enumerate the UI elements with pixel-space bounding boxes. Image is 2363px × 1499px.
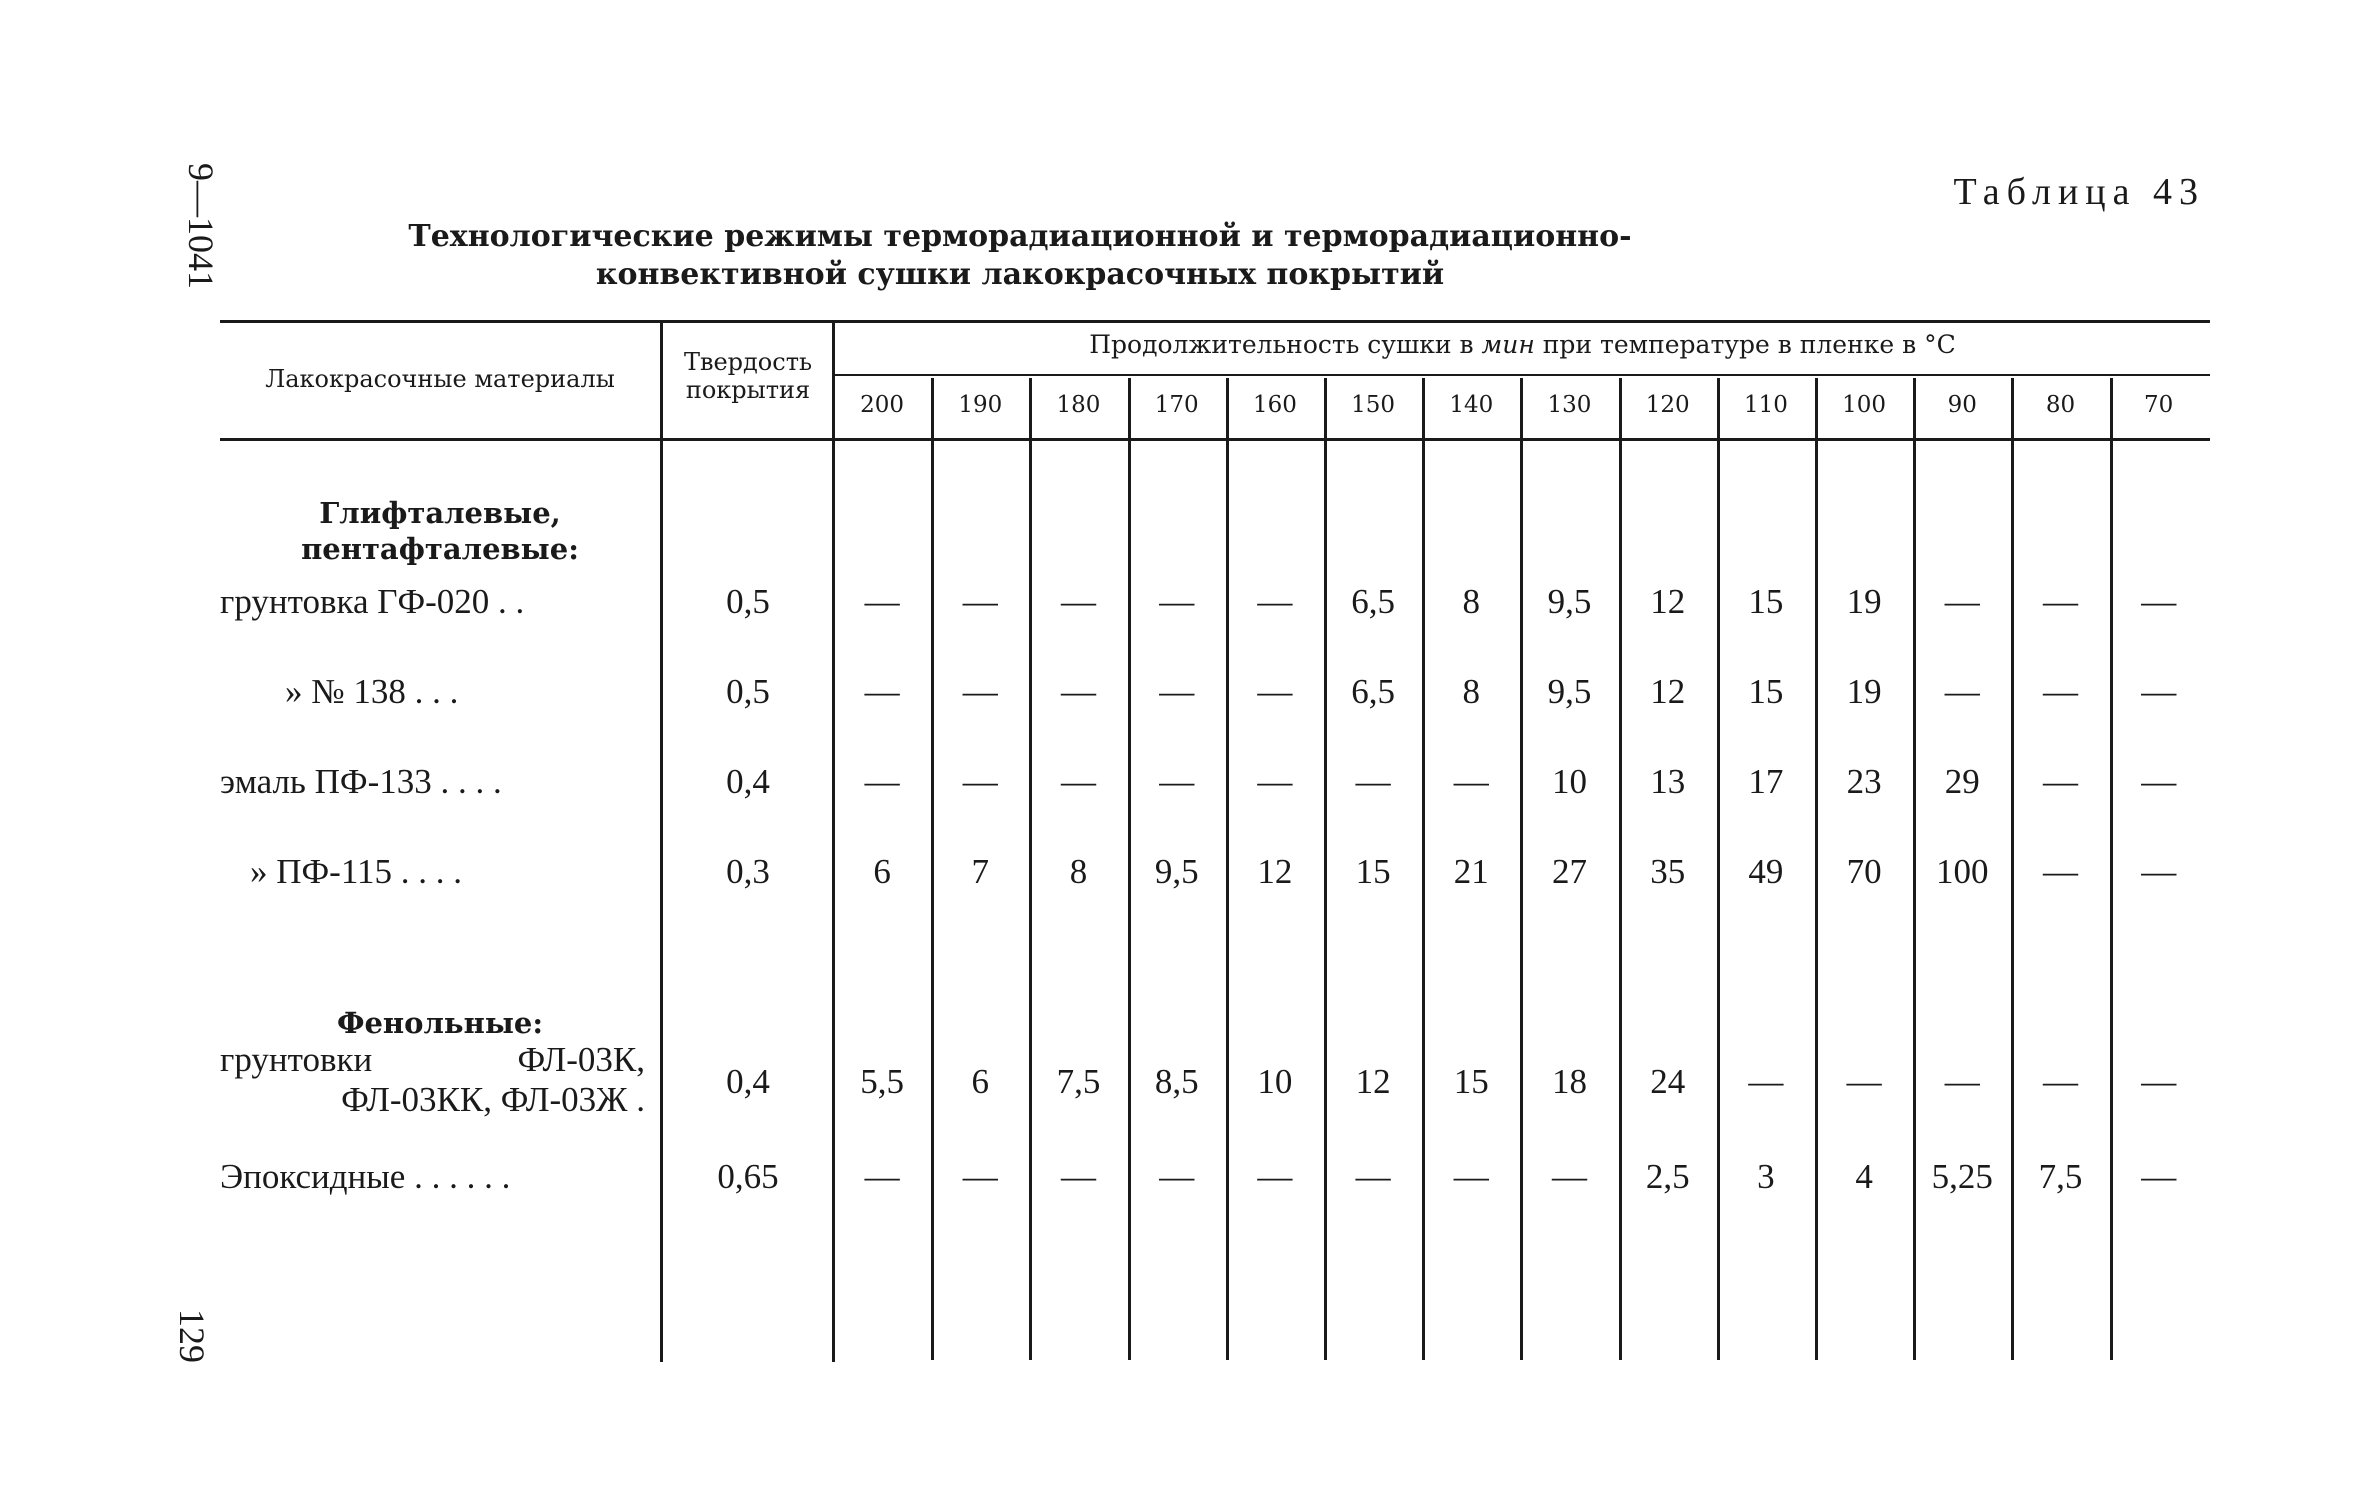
temperature-header: 160 [1252,392,1297,418]
table-title [220,218,1820,294]
duration-cell: 9,5 [1547,582,1592,621]
top-rule [220,320,2210,323]
duration-cell: 7,5 [2038,1157,2083,1196]
duration-cell: — [2141,1157,2177,1196]
duration-cell: 6,5 [1351,672,1395,711]
temperature-header: 70 [2144,392,2174,418]
duration-cell: — [1060,672,1096,711]
col-rule-material [660,322,663,1362]
duration-cell: 18 [1551,1062,1587,1101]
group-label-phenolic: Фенольные: [336,1006,544,1040]
title-line-2: конвективной сушки лакокрасочных покрытий [595,257,1445,292]
hardness-value: 0,5 [726,672,770,711]
material-name [220,1040,645,1120]
material-name: эмаль ПФ-133 . . . . [220,762,502,801]
duration-cell: 12 [1257,852,1293,891]
header-duration [835,330,2210,359]
duration-cell: — [864,582,900,621]
duration-cell: — [2141,762,2177,801]
duration-cell: 5,25 [1931,1157,1993,1196]
header-materials: Лакокрасочные материалы [265,365,615,393]
duration-cell: 6 [971,1062,990,1101]
duration-cell: — [2141,672,2177,711]
duration-cell: — [1944,672,1980,711]
duration-cell: 9,5 [1547,672,1592,711]
duration-cell: — [2141,582,2177,621]
temperature-header: 130 [1547,392,1592,418]
material-name: » № 138 . . . [285,672,459,711]
material-name: грунтовка ГФ-020 . . [220,582,525,621]
col-rule-hardness [832,322,835,1362]
duration-cell: 29 [1944,762,1980,801]
temperature-header: 90 [1947,392,1977,418]
header-duration-prefix: Продолжительность сушки в [1089,330,1482,359]
header-bottom-rule [220,438,2210,441]
duration-cell: 8 [1462,582,1481,621]
duration-cell: — [2042,762,2078,801]
duration-cell: — [1159,672,1195,711]
duration-cell: 70 [1846,852,1882,891]
duration-cell: — [1159,762,1195,801]
temperature-header: 180 [1056,392,1101,418]
duration-cell: 2,5 [1645,1157,1690,1196]
duration-cell: — [1257,1157,1293,1196]
duration-cell: 8 [1462,672,1481,711]
duration-cell: 15 [1453,1062,1489,1101]
duration-cell: — [1748,1062,1784,1101]
duration-cell: — [1060,1157,1096,1196]
duration-cell: 100 [1936,852,1989,891]
temperature-header: 170 [1154,392,1199,418]
duration-cell: 12 [1650,672,1686,711]
duration-cell: — [1060,582,1096,621]
hardness-value: 0,3 [726,852,770,891]
duration-cell: — [962,672,998,711]
duration-cell: — [2141,1062,2177,1101]
duration-cell: — [2042,582,2078,621]
title-line-1: Технологические режимы терморадиационной и терморадиационно- [408,219,1632,254]
duration-cell: 6 [873,852,891,891]
temperature-header: 200 [860,392,905,418]
duration-cell: — [2141,852,2177,891]
duration-cell: — [962,1157,998,1196]
duration-cell: 23 [1846,762,1882,801]
duration-cell: 10 [1551,762,1587,801]
duration-cell: — [1355,1157,1391,1196]
duration-cell: 15 [1355,852,1391,891]
header-duration-suffix: при температуре в пленке в °C [1534,330,1956,359]
duration-cell: — [1551,1157,1587,1196]
duration-cell: 19 [1846,582,1882,621]
hardness-value: 0,65 [717,1157,779,1196]
duration-cell: 15 [1748,582,1784,621]
duration-cell: — [1846,1062,1882,1101]
duration-cell: — [1944,1062,1980,1101]
duration-cell: — [1453,762,1489,801]
hardness-value: 0,5 [726,582,770,621]
temperature-header: 100 [1842,392,1887,418]
duration-cell: 24 [1650,1062,1686,1101]
duration-cell: 9,5 [1154,852,1199,891]
duration-cell: 13 [1650,762,1686,801]
duration-cell: — [1257,672,1293,711]
duration-cell: — [1355,762,1391,801]
temperature-header: 190 [958,392,1003,418]
duration-cell: 15 [1748,672,1784,711]
header-hardness: Твердость покрытия [683,348,813,404]
duration-cell: 35 [1650,852,1686,891]
duration-cell: — [1257,762,1293,801]
group-label-glyphthal: Глифталевые, пентафталевые: [301,496,579,566]
duration-cell: — [2042,852,2078,891]
duration-cell: — [1453,1157,1489,1196]
page-code: 9—1041 [181,163,221,289]
duration-cell: — [2042,672,2078,711]
duration-cell: — [962,762,998,801]
material-name: Эпоксидные . . . . . . [220,1157,511,1196]
duration-cell: — [1944,582,1980,621]
duration-cell: — [2042,1062,2078,1101]
temperature-header: 80 [2045,392,2076,418]
duration-cell: — [1159,1157,1195,1196]
material-name-line: грунтовки ФЛ-03К, [220,1040,645,1079]
duration-cell: 8,5 [1154,1062,1199,1101]
duration-cell: 10 [1257,1062,1293,1101]
duration-cell: — [1159,582,1195,621]
duration-cell: — [864,672,900,711]
duration-cell: 7,5 [1056,1062,1101,1101]
temperature-header: 110 [1743,392,1788,418]
duration-cell: 19 [1846,672,1882,711]
duration-cell: 5,5 [860,1062,904,1101]
duration-cell: — [1257,582,1293,621]
page-number: 129 [172,1309,212,1363]
hardness-value: 0,4 [726,1062,770,1101]
duration-cell: 17 [1748,762,1784,801]
duration-cell: 12 [1355,1062,1391,1101]
duration-cell: 6,5 [1351,582,1395,621]
temperature-header: 150 [1351,392,1396,418]
duration-cell: 3 [1757,1157,1775,1196]
duration-cell: 8 [1069,852,1088,891]
table-number: Таблица 43 [1953,171,2205,213]
duration-cell: — [1060,762,1096,801]
temperature-header: 140 [1449,392,1494,418]
duration-cell: 4 [1855,1157,1873,1196]
duration-cell: 12 [1650,582,1686,621]
material-name-line: ФЛ-03КК, ФЛ-03Ж . [341,1080,645,1119]
header-duration-unit: мин [1481,330,1535,359]
duration-cell: — [864,762,900,801]
duration-cell: 7 [971,852,990,891]
duration-cell: 27 [1551,852,1587,891]
duration-cell: 21 [1453,852,1489,891]
hardness-value: 0,4 [726,762,770,801]
temperature-header: 120 [1645,392,1690,418]
material-name: » ПФ-115 . . . . [250,852,463,891]
duration-cell: — [962,582,998,621]
duration-cell: — [864,1157,900,1196]
header-sub-rule [833,374,2210,376]
duration-cell: 49 [1748,852,1784,891]
drying-table [220,320,2210,1365]
